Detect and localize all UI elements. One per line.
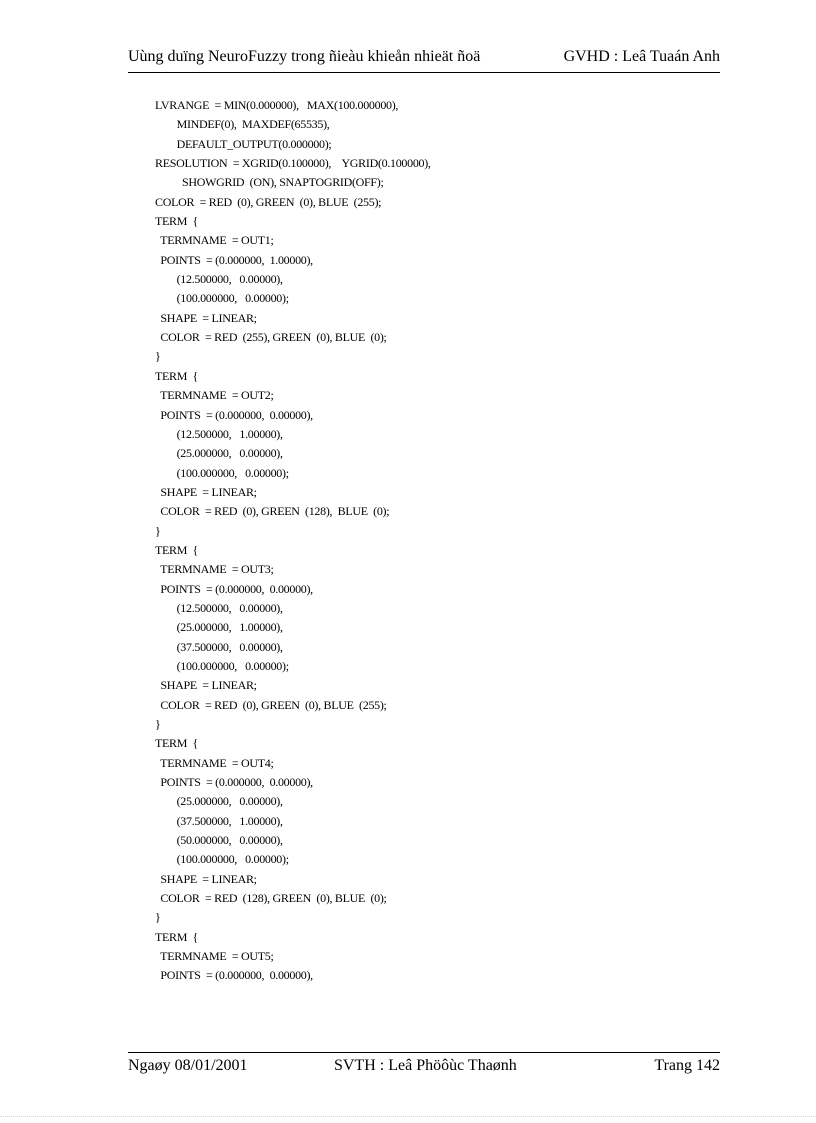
code-line: POINTS = (0.000000, 0.00000), [155, 775, 313, 790]
code-line: RESOLUTION = XGRID(0.100000), YGRID(0.100000), [155, 156, 431, 171]
code-line: TERMNAME = OUT2; [155, 388, 274, 403]
instructor-label: GVHD : Leâ Tuaán Anh [563, 48, 720, 65]
footer-date: Ngaøy 08/01/2001 [128, 1057, 248, 1074]
code-line: (12.500000, 1.00000), [155, 426, 283, 441]
code-line: (25.000000, 0.00000), [155, 794, 283, 809]
code-line: TERM { [155, 736, 198, 751]
code-line: POINTS = (0.000000, 1.00000), [155, 252, 313, 267]
code-line: LVRANGE = MIN(0.000000), MAX(100.000000), [155, 98, 399, 112]
code-line: TERMNAME = OUT5; [155, 949, 274, 964]
document-title: Uùng duïng NeuroFuzzy trong ñieàu khieån nhieät ñoä [128, 48, 481, 65]
code-line: SHAPE = LINEAR; [155, 484, 257, 499]
code-line: MINDEF(0), MAXDEF(65535), [155, 117, 330, 132]
code-line: TERMNAME = OUT3; [155, 562, 274, 577]
code-line: POINTS = (0.000000, 0.00000), [155, 407, 313, 422]
code-line: TERMNAME = OUT1; [155, 233, 274, 248]
code-line: COLOR = RED (0), GREEN (0), BLUE (255); [155, 194, 382, 209]
code-line: SHAPE = LINEAR; [155, 871, 257, 886]
page-footer [128, 1052, 720, 1079]
code-line: POINTS = (0.000000, 0.00000), [155, 581, 313, 596]
code-line: TERM { [155, 214, 198, 229]
page-number: Trang 142 [654, 1057, 720, 1074]
code-line: TERMNAME = OUT4; [155, 755, 274, 770]
code-line: } [155, 523, 161, 538]
code-line: (25.000000, 0.00000), [155, 446, 283, 461]
code-line: (37.500000, 0.00000), [155, 639, 283, 654]
code-line: } [155, 910, 161, 925]
code-line: } [155, 349, 161, 364]
code-line: (50.000000, 0.00000), [155, 833, 283, 848]
code-line: (100.000000, 0.00000); [155, 291, 289, 306]
code-line: SHAPE = LINEAR; [155, 310, 257, 325]
code-line: DEFAULT_OUTPUT(0.000000); [155, 136, 332, 151]
code-line: (25.000000, 1.00000), [155, 620, 283, 635]
code-line: SHOWGRID (ON), SNAPTOGRID(OFF); [155, 175, 384, 190]
code-line: SHAPE = LINEAR; [155, 678, 257, 693]
code-line: COLOR = RED (255), GREEN (0), BLUE (0); [155, 330, 387, 345]
code-line: TERM { [155, 542, 198, 557]
page-edge-divider [0, 1116, 816, 1117]
code-line: COLOR = RED (0), GREEN (128), BLUE (0); [155, 504, 390, 519]
page-header [128, 46, 720, 73]
code-line: TERM { [155, 929, 198, 944]
code-line: (100.000000, 0.00000); [155, 852, 289, 867]
code-line: (100.000000, 0.00000); [155, 658, 289, 673]
code-listing [155, 96, 675, 986]
code-line: POINTS = (0.000000, 0.00000), [155, 968, 313, 983]
code-line: (12.500000, 0.00000), [155, 600, 283, 615]
code-line: (100.000000, 0.00000); [155, 465, 289, 480]
code-line: COLOR = RED (128), GREEN (0), BLUE (0); [155, 891, 387, 906]
code-line: (37.500000, 1.00000), [155, 813, 283, 828]
footer-student: SVTH : Leâ Phöôùc Thaønh [334, 1057, 517, 1074]
code-line: (12.500000, 0.00000), [155, 272, 283, 287]
code-line: COLOR = RED (0), GREEN (0), BLUE (255); [155, 697, 387, 712]
code-line: } [155, 717, 161, 731]
code-line: TERM { [155, 368, 198, 383]
